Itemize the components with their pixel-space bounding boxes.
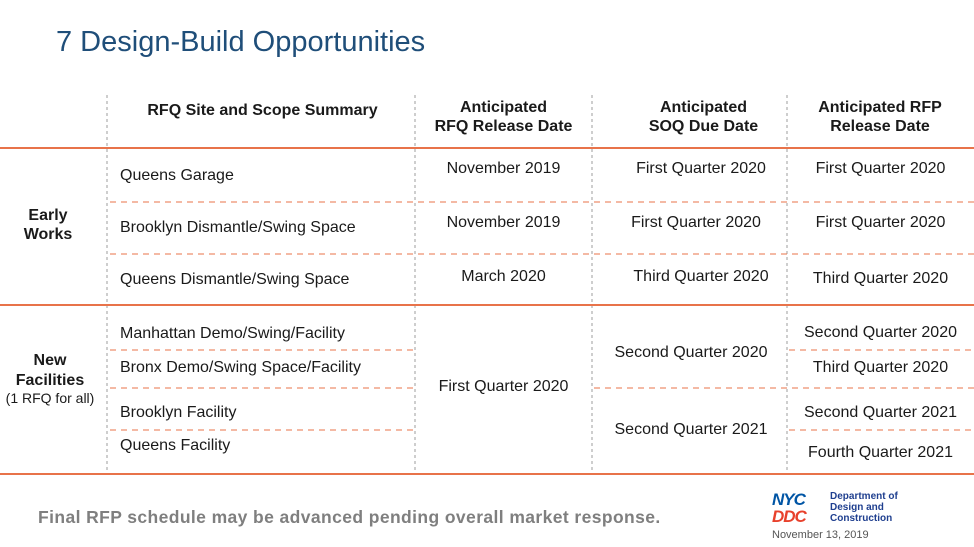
header-rfp-line1: Anticipated RFP: [818, 98, 942, 116]
table-row-soq: First Quarter 2020: [636, 160, 766, 178]
nyc-ddc-logo: [772, 490, 932, 542]
logo-ddc-text: DDC: [772, 507, 806, 526]
new-rfp-release: Third Quarter 2020: [812, 359, 949, 377]
list-item-site: Manhattan Demo/Swing/Facility: [120, 325, 345, 343]
header-soq-line1: Anticipated: [659, 98, 748, 116]
header-rfq-line1: Anticipated: [459, 98, 548, 116]
table-row-rfp: First Quarter 2020: [815, 160, 946, 178]
group-new-line2: Facilities: [15, 371, 85, 389]
list-item-site: Queens Facility: [120, 437, 231, 455]
table-row-site: Queens Dismantle/Swing Space: [120, 271, 350, 289]
group-new-facilities: [0, 343, 100, 415]
new-soq-due: Second Quarter 2020: [614, 344, 768, 362]
header-rfp-line2: Release Date: [830, 118, 930, 135]
logo-nyc-text: NYC: [772, 490, 805, 509]
new-rfq-release: First Quarter 2020: [438, 378, 569, 396]
table-row-rfp: First Quarter 2020: [815, 214, 946, 232]
logo-org-name: [830, 491, 898, 524]
header-rfq-line2: RFQ Release Date: [434, 118, 573, 135]
header-scope: [110, 95, 415, 127]
logo-org-line2: Design and: [830, 502, 884, 513]
group-early-line2: Works: [23, 226, 73, 243]
footer-note: Final RFP schedule may be advanced pending overall market response.: [38, 507, 661, 527]
page-title: 7 Design-Build Opportunities: [56, 26, 426, 58]
header-rfq-release: [415, 93, 592, 141]
table-row-rfp: Third Quarter 2020: [812, 270, 949, 288]
new-rfp-release: Second Quarter 2021: [804, 404, 957, 422]
new-rfp-release: Second Quarter 2020: [804, 324, 957, 342]
presentation-date: November 13, 2019: [772, 529, 869, 541]
group-new-note: (1 RFQ for all): [5, 389, 95, 406]
nyc-ddc-mark: [772, 491, 824, 526]
list-item-site: Bronx Demo/Swing Space/Facility: [120, 359, 361, 377]
header-soq-due: [615, 93, 792, 141]
header-rfp-release: [790, 93, 970, 141]
list-item-site: Brooklyn Facility: [120, 404, 237, 422]
table-row-site: Queens Garage: [120, 167, 234, 185]
table-row-rfq: November 2019: [446, 214, 561, 232]
header-scope-label: RFQ Site and Scope Summary: [147, 102, 378, 120]
logo-org-line1: Department of: [830, 491, 898, 502]
logo-org-line3: Construction: [830, 513, 893, 524]
new-soq-due: Second Quarter 2021: [614, 421, 768, 439]
table-row-site: Brooklyn Dismantle/Swing Space: [120, 219, 356, 237]
group-early-works: [0, 200, 96, 250]
new-rfp-release: Fourth Quarter 2021: [808, 444, 953, 462]
table-row-soq: Third Quarter 2020: [633, 268, 769, 286]
table-row-rfq: March 2020: [461, 268, 546, 286]
group-new-line1: New: [33, 352, 67, 370]
table-row-soq: First Quarter 2020: [631, 214, 761, 232]
header-soq-line2: SOQ Due Date: [648, 118, 759, 135]
group-early-line1: Early: [28, 206, 68, 224]
table-row-rfq: November 2019: [446, 160, 561, 178]
